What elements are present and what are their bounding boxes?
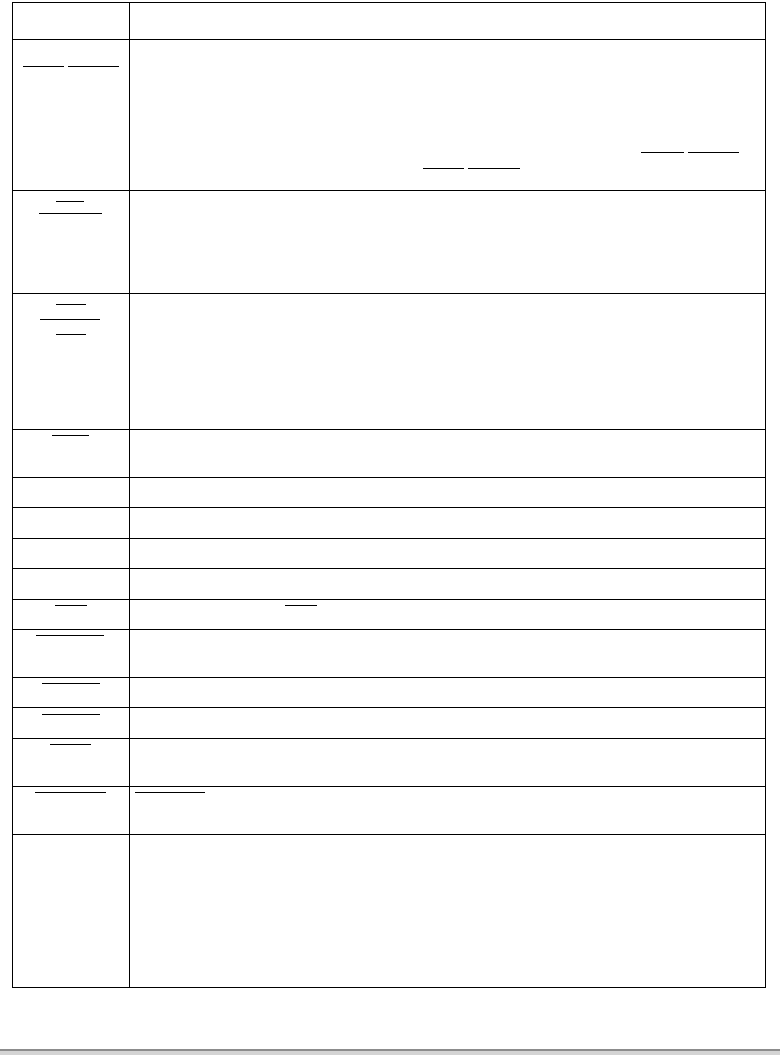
table-cell-term xyxy=(13,630,130,678)
table-cell-term xyxy=(13,430,130,478)
redacted-underline xyxy=(423,168,464,169)
table-cell-definition xyxy=(130,430,766,478)
redacted-underline xyxy=(56,304,86,305)
redacted-underline xyxy=(285,605,317,606)
table-cell-term xyxy=(13,294,130,430)
table-row xyxy=(13,708,766,739)
table-cell-term xyxy=(13,708,130,739)
table-row xyxy=(13,40,766,191)
table-cell-definition xyxy=(130,508,766,539)
table-row xyxy=(13,835,766,988)
table-cell-term xyxy=(13,3,130,40)
redacted-underline xyxy=(56,201,84,202)
redacted-underline xyxy=(68,66,119,67)
table-cell-term xyxy=(13,600,130,630)
table-row xyxy=(13,630,766,678)
table-cell-term xyxy=(13,835,130,988)
table-cell-definition xyxy=(130,630,766,678)
table-cell-definition xyxy=(130,600,766,630)
redacted-underline xyxy=(36,635,104,636)
table-row xyxy=(13,294,766,430)
table-row xyxy=(13,678,766,708)
redacted-underline xyxy=(641,152,684,153)
table-row xyxy=(13,3,766,40)
redacted-underline xyxy=(135,792,205,793)
table-cell-term xyxy=(13,569,130,600)
table-cell-definition xyxy=(130,3,766,40)
redacted-underline xyxy=(468,168,520,169)
table-cell-term xyxy=(13,40,130,191)
table-row xyxy=(13,430,766,478)
redacted-underline xyxy=(40,319,100,320)
table-cell-definition xyxy=(130,835,766,988)
table-row xyxy=(13,787,766,835)
table-cell-term xyxy=(13,678,130,708)
table-row xyxy=(13,569,766,600)
table-cell-definition xyxy=(130,191,766,294)
redacted-underline xyxy=(35,792,106,793)
table-cell-definition xyxy=(130,678,766,708)
table-row xyxy=(13,478,766,508)
redacted-underline xyxy=(42,714,100,715)
table-cell-term xyxy=(13,191,130,294)
redacted-underline xyxy=(688,152,739,153)
table-cell-definition xyxy=(130,569,766,600)
table-cell-term xyxy=(13,539,130,569)
table-cell-definition xyxy=(130,478,766,508)
redacted-underline xyxy=(50,744,91,745)
table-cell-term xyxy=(13,739,130,787)
page-footer-bar xyxy=(0,1049,780,1055)
redacted-underline xyxy=(55,605,87,606)
table-cell-definition xyxy=(130,40,766,191)
redacted-underline xyxy=(56,334,86,335)
table-cell-definition xyxy=(130,787,766,835)
redacted-underline xyxy=(42,683,100,684)
redacted-underline xyxy=(52,435,89,436)
table-cell-term xyxy=(13,508,130,539)
table-row xyxy=(13,739,766,787)
redacted-underline xyxy=(23,66,64,67)
table-row xyxy=(13,539,766,569)
table-cell-definition xyxy=(130,539,766,569)
table-row xyxy=(13,191,766,294)
table-row xyxy=(13,600,766,630)
table-cell-definition xyxy=(130,708,766,739)
table-cell-term xyxy=(13,787,130,835)
table-cell-definition xyxy=(130,739,766,787)
table-cell-definition xyxy=(130,294,766,430)
definitions-table xyxy=(12,2,766,988)
redacted-underline xyxy=(39,213,102,214)
table-row xyxy=(13,508,766,539)
table-cell-term xyxy=(13,478,130,508)
